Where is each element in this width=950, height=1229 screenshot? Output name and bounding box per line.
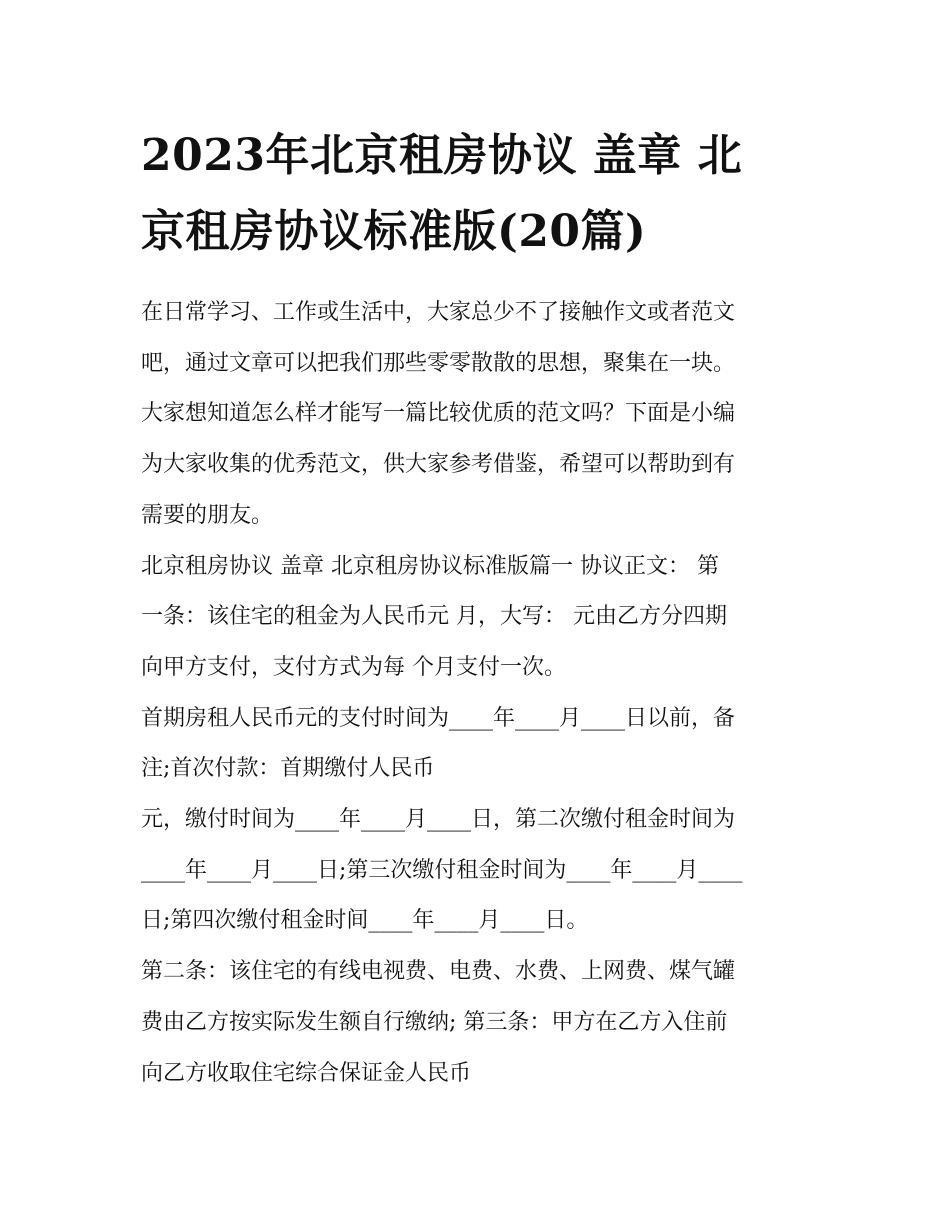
document-page — [141, 118, 813, 1099]
body-line: 日;第四次缴付租金时间____年____月____日。 — [141, 908, 589, 934]
body-line: 需要的朋友。 — [141, 502, 274, 528]
body-line: 向甲方支付，支付方式为每 个月支付一次。 — [141, 654, 566, 680]
body-line: 在日常学习、工作或生活中，大家总少不了接触作文或者范文 — [141, 300, 736, 325]
body-line: 北京租房协议 盖章 北京租房协议标准版篇一 协议正文： 第 — [141, 553, 719, 579]
document-body — [141, 288, 813, 1099]
body-line: 元，缴付时间为____年____月____日，第二次缴付租金时间为 — [141, 807, 736, 833]
title-line: 2023年北京租房协议 盖章 北 — [141, 130, 743, 181]
title-line: 京租房协议标准版(20篇) — [141, 206, 647, 257]
body-line: 第二条：该住宅的有线电视费、电费、水费、上网费、煤气罐 — [141, 959, 736, 985]
body-line: 首期房租人民币元的支付时间为____年____月____日以前，备 — [141, 705, 736, 731]
body-line: 注;首次付款：首期缴付人民币 — [141, 756, 435, 782]
body-line: 一条：该住宅的租金为人民币元 月，大写： 元由乙方分四期 — [141, 604, 727, 630]
body-line: ____年____月____日;第三次缴付租金时间为____年____月____ — [141, 857, 743, 883]
body-line: 向乙方收取住宅综合保证金人民币 — [141, 1060, 472, 1086]
body-line: 为大家收集的优秀范文，供大家参考借鉴，希望可以帮助到有 — [141, 452, 736, 478]
body-line: 大家想知道怎么样才能写一篇比较优质的范文吗？下面是小编 — [141, 401, 736, 427]
body-line: 费由乙方按实际发生额自行缴纳; 第三条：甲方在乙方入住前 — [141, 1009, 728, 1035]
document-title — [141, 118, 813, 270]
body-line: 吧，通过文章可以把我们那些零零散散的思想，聚集在一块。 — [141, 350, 736, 376]
